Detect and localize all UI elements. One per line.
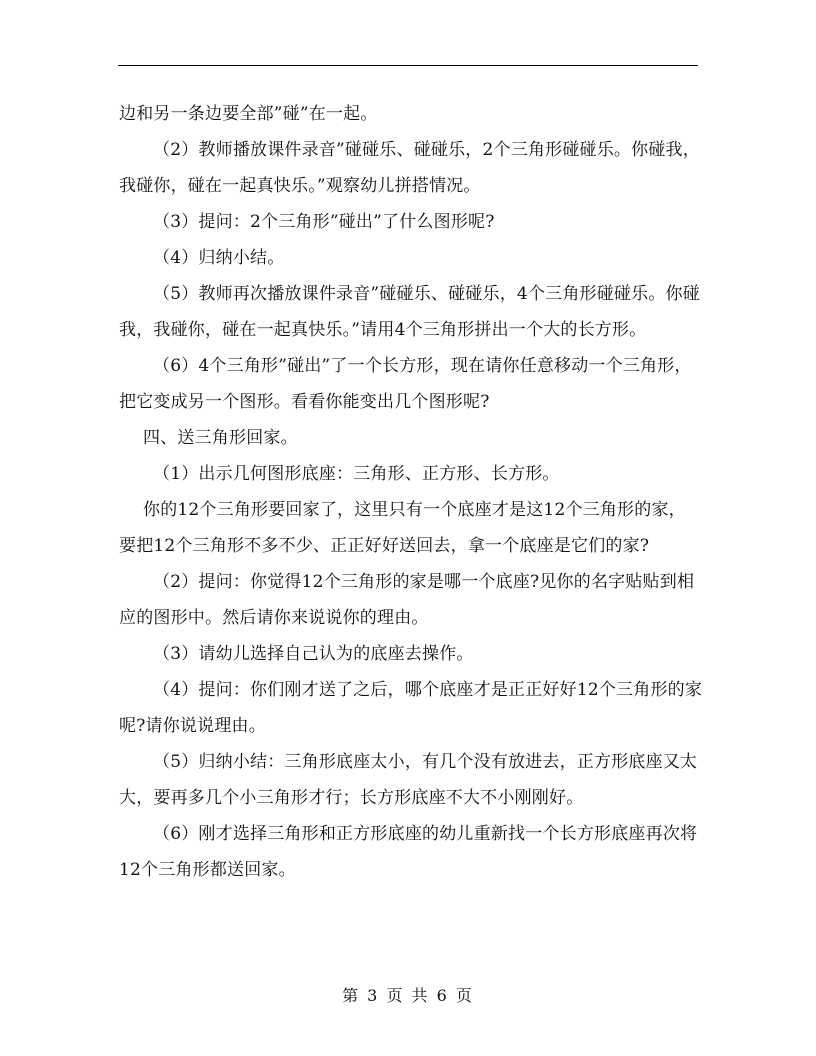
paragraph-section4-step-3: （3）请幼儿选择自己认为的底座去操作。 <box>153 644 474 664</box>
paragraph-section4-step-2: （2）提问：你觉得12个三角形的家是哪一个底座?见你的名字贴贴到相应的图形中。然后请你来说说你的理由。 <box>119 572 695 628</box>
paragraph-section4-step-4: （4）提问：你们刚才送了之后，哪个底座才是正正好好12个三角形的家呢?请你说说理由。 <box>119 680 703 736</box>
paragraph-step-4: （4）归纳小结。 <box>153 248 285 268</box>
paragraph-section4-step-1: （1）出示几何图形底座：三角形、正方形、长方形。 <box>153 464 560 484</box>
paragraph-step-5: （5）教师再次播放课件录音”碰碰乐、碰碰乐，4个三角形碰碰乐。你碰我，我碰你，碰在一起真快乐。”请用4个三角形拼出一个大的长方形。 <box>119 284 700 340</box>
paragraph-step-3: （3）提问：2个三角形”碰出”了什么图形呢? <box>153 212 495 232</box>
header-rule <box>118 65 698 66</box>
page-number-footer: 第 3 页 共 6 页 <box>342 986 474 1005</box>
paragraph-step-2: （2）教师播放课件录音”碰碰乐、碰碰乐，2个三角形碰碰乐。你碰我，我碰你，碰在一起真快乐。”观察幼儿拼搭情况。 <box>119 140 700 196</box>
paragraph-section4-step-5: （5）归纳小结：三角形底座太小，有几个没有放进去，正方形底座又太大，要再多几个小三角形才行；长方形底座不大不小刚刚好。 <box>119 752 698 808</box>
section-heading-4: 四、送三角形回家。 <box>143 428 298 448</box>
paragraph-continuation: 边和另一条边要全部”碰”在一起。 <box>119 104 378 124</box>
paragraph-section4-step-6: （6）刚才选择三角形和正方形底座的幼儿重新找一个长方形底座再次将12个三角形都送回家。 <box>119 824 698 880</box>
paragraph-section4-explanation: 你的12个三角形要回家了，这里只有一个底座才是这12个三角形的家，要把12个三角形不多不少、正正好好送回去，拿一个底座是它们的家? <box>119 500 686 556</box>
document-body <box>119 96 703 888</box>
paragraph-step-6: （6）4个三角形”碰出”了一个长方形，现在请你任意移动一个三角形，把它变成另一个图形。看看你能变出几个图形呢? <box>119 356 692 412</box>
